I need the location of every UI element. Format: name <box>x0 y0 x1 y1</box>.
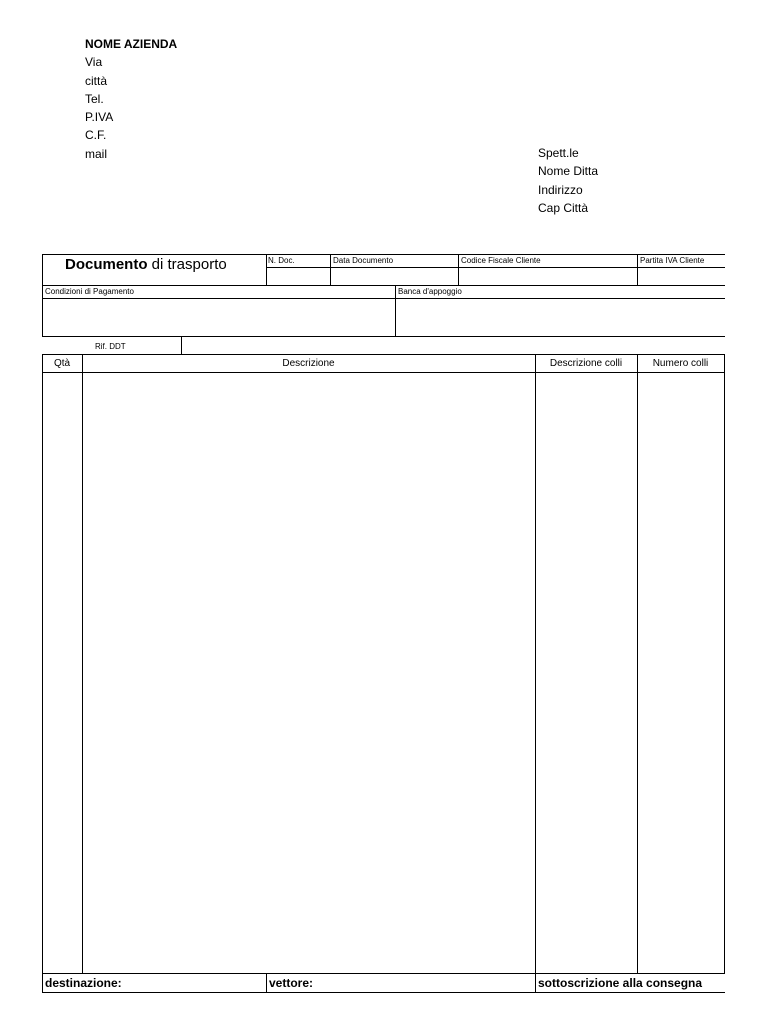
destination-label: destinazione: <box>45 976 122 990</box>
payment-terms-label: Condizioni di Pagamento <box>45 287 134 296</box>
sender-vat: P.IVA <box>85 110 114 125</box>
sender-name: NOME AZIENDA <box>85 37 178 51</box>
recipient-company: Nome Ditta <box>538 164 599 179</box>
column-header-package-description: Descrizione colli <box>549 358 623 369</box>
doc-number-label: N. Doc. <box>268 256 295 265</box>
sender-email: mail <box>85 146 108 161</box>
recipient-zip-city: Cap Città <box>538 200 589 215</box>
sender-block <box>85 35 177 163</box>
carrier-label: vettore: <box>269 976 314 990</box>
signature-label: sottoscrizione alla consegna <box>538 976 703 990</box>
customer-vat-label: Partita IVA Cliente <box>640 256 705 265</box>
sender-phone: Tel. <box>85 91 104 106</box>
bank-label: Banca d'appoggio <box>398 287 462 296</box>
column-header-qty: Qtà <box>53 358 71 369</box>
recipient-block <box>538 144 598 217</box>
sender-tax-code: C.F. <box>85 128 107 143</box>
recipient-address: Indirizzo <box>538 182 583 197</box>
sender-street: Via <box>85 55 103 70</box>
column-header-description: Descrizione <box>282 358 335 369</box>
recipient-salutation: Spett.le <box>538 146 579 160</box>
ddt-ref-label: Rif. DDT <box>95 342 126 351</box>
column-header-package-count: Numero colli <box>652 358 709 369</box>
doc-date-label: Data Documento <box>333 256 394 265</box>
customer-tax-code-label: Codice Fiscale Cliente <box>461 256 541 265</box>
document-title: Documento di trasporto <box>65 256 227 273</box>
sender-city: città <box>85 73 108 88</box>
